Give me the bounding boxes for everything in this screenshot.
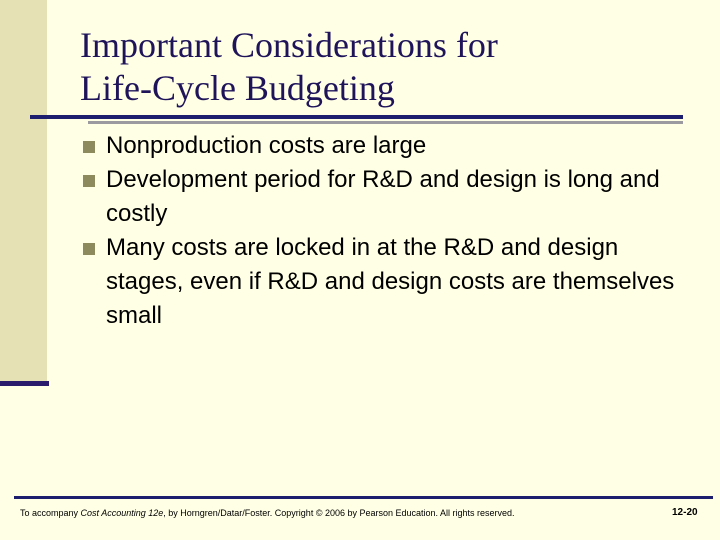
page-number: 12-20 (672, 507, 698, 518)
side-band-cap (0, 381, 49, 386)
bullet-text: Development period for R&D and design is long and costly (106, 166, 660, 227)
bullet-text: Many costs are locked in at the R&D and design stages, even if R&D and design costs are themselves small (106, 234, 675, 329)
square-bullet-icon (83, 175, 95, 187)
footer-copyright (20, 507, 515, 519)
square-bullet-icon (83, 141, 95, 153)
bullet-item (82, 163, 692, 231)
square-bullet-icon (83, 243, 95, 255)
title-line-1: Important Considerations for (80, 25, 498, 65)
title-divider (30, 115, 683, 119)
bullet-list (82, 129, 692, 333)
title-divider-shadow (88, 121, 683, 124)
title-line-2: Life-Cycle Budgeting (80, 68, 395, 108)
footer-prefix: To accompany (20, 508, 81, 518)
bullet-item (82, 231, 692, 333)
bullet-text: Nonproduction costs are large (106, 132, 427, 159)
side-band (0, 0, 47, 383)
footer-divider (14, 496, 713, 499)
footer-suffix: , by Horngren/Datar/Foster. Copyright © 2006 by Pearson Education. All rights reserved. (163, 508, 515, 518)
footer-book-title: Cost Accounting 12e (80, 508, 164, 518)
slide-title (80, 24, 680, 110)
bullet-item (82, 129, 692, 163)
